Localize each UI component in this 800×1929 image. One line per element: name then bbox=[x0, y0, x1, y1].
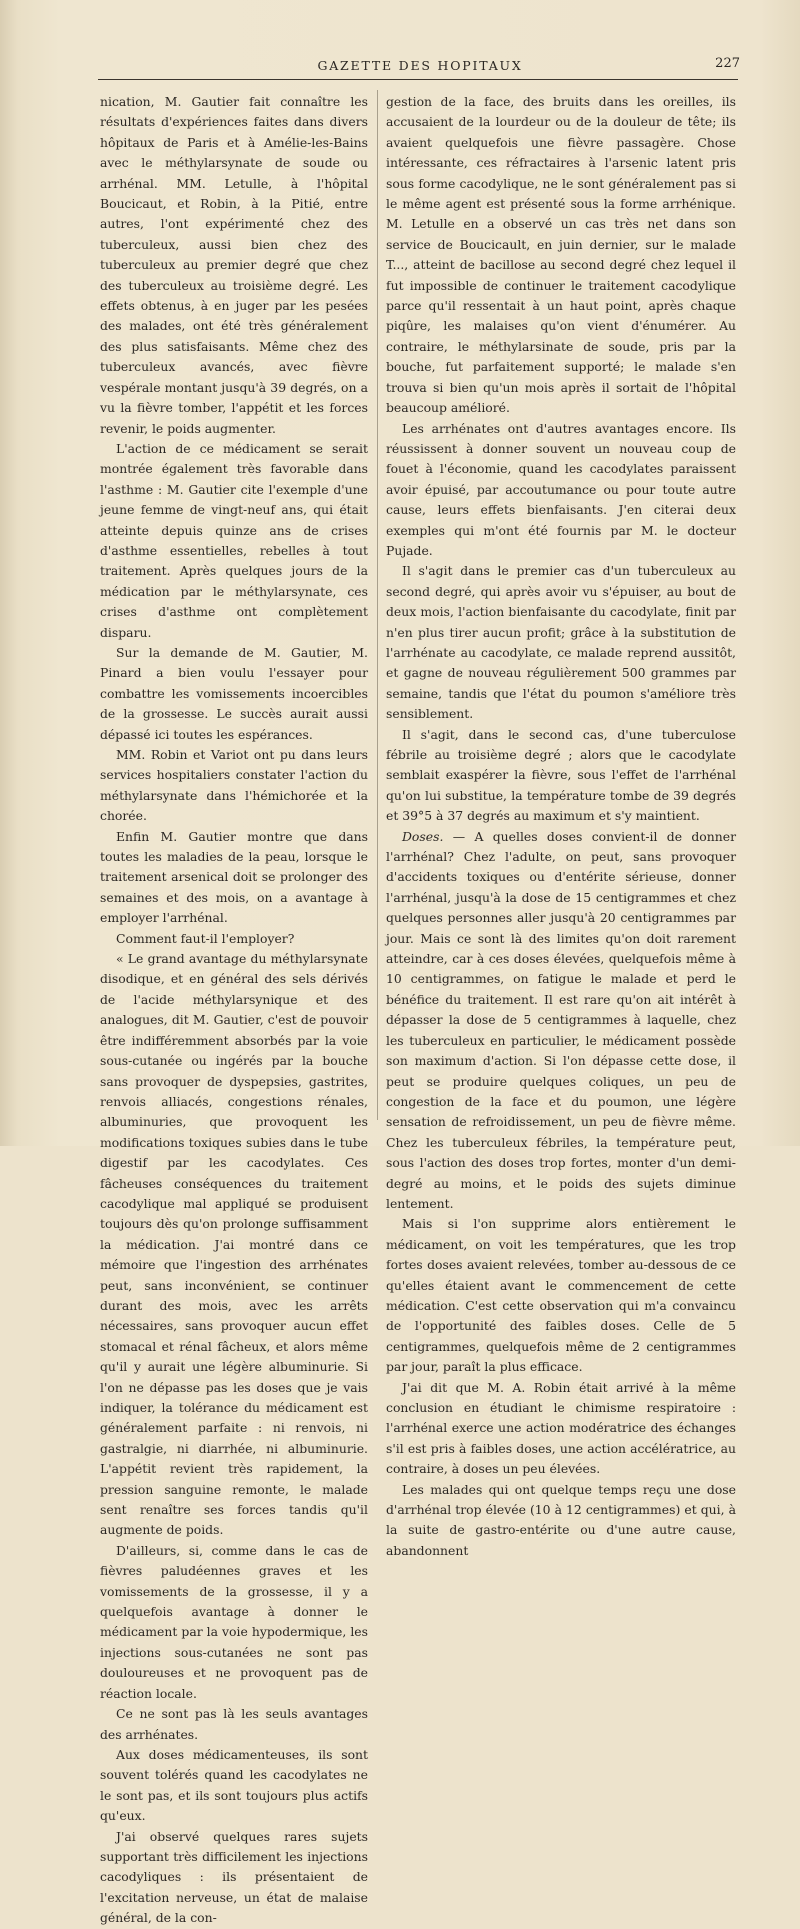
right-column bbox=[386, 92, 736, 1561]
paragraph: Comment faut-il l'employer? bbox=[116, 930, 295, 946]
section-lead: Doses. bbox=[402, 828, 444, 844]
paragraph: gestion de la face, des bruits dans les oreilles, ils accusaient de la lourdeur ou de la douleur de tête; ils avaient quelquefois une fièvre passagère. Chose intéressante, ces réfractaires à l'arsenic latent pris sous forme cacodylique, ne le sont généralement pas si le même agent est présenté sous la forme arrhénique. M. Letulle en a observé un cas très net dans son service de Boucicault, en juin dernier, sur le malade T..., atteint de bacillose au second degré chez lequel il fut impossible de continuer le traitement cacodylique parce qu'il ressentait à un haut point, après chaque piqûre, les malaises qu'on vient d'énumérer. Au contraire, le méthylarsinate de soude, pris par la bouche, fut parfaitement supporté; le malade s'en trouva si bien qu'un mois après il sortait de l'hôpital beaucoup amélioré. bbox=[386, 94, 736, 416]
paragraph: J'ai observé quelques rares sujets supportant très difficilement les injections cacodyliques : ils présentaient de l'excitation nerveuse, un état de malaise général, de la con- bbox=[100, 1828, 368, 1926]
paragraph: Aux doses médicamenteuses, ils sont souvent tolérés quand les cacodylates ne le sont pas, et ils sont toujours plus actifs qu'eux. bbox=[100, 1746, 368, 1824]
paragraph: « Le grand avantage du méthylarsynate disodique, et en général des sels dérivés de l'acide méthylarsynique et des analogues, dit M. Gautier, c'est de pouvoir être indifféremment absorbés par la voie sous-cutanée ou ingérés par la bouche sans provoquer de dyspepsies, gastrites, renvois alliacés, congestions rénales, albuminuries, que provoquent les modifications toxiques subies dans le tube digestif par les cacodylates. Ces fâcheuses conséquences du traitement cacodylique mal appliqué se produisent toujours dès qu'on prolonge suffisamment la médication. J'ai montré dans ce mémoire que l'ingestion des arrhénates peut, sans inconvénient, se continuer durant des mois, avec les arrêts nécessaires, sans provoquer aucun effet stomacal et rénal fâcheux, et alors même qu'il y aurait une légère albuminurie. Si l'on ne dépasse pas les doses que je vais indiquer, la tolérance du médicament est généralement parfaite : ni renvois, ni gastralgie, ni diarrhée, ni albuminurie. L'appétit revient très rapidement, la pression sanguine remonte, le malade sent renaître ses forces tandis qu'il augmente de poids. bbox=[100, 951, 368, 1538]
left-column bbox=[100, 92, 368, 1929]
doses-paragraph bbox=[386, 827, 736, 1215]
paragraph: Il s'agit, dans le second cas, d'une tuberculose fébrile au troisième degré ; alors que le cacodylate semblait exaspérer la fièvre, sous l'effet de l'arrhénal qu'on lui substitue, la température tombe de 39 degrés et 39°5 à 37 degrés au maximum et s'y maintient. bbox=[386, 726, 736, 824]
paragraph: nication, M. Gautier fait connaître les résultats d'expériences faites dans divers hôpitaux de Paris et à Amélie-les-Bains avec le méthylarsynate de soude ou arrhénal. MM. Letulle, à l'hôpital Boucicaut, et Robin, à la Pitié, entre autres, l'ont expérimenté chez des tuberculeux, aussi bien chez des tuberculeux au premier degré que chez des tuberculeux au troisième degré. Les effets obtenus, à en juger par les pesées des malades, ont été très généralement des plus satisfaisants. Même chez des tuberculeux avancés, avec fièvre vespérale montant jusqu'à 39 degrés, on a vu la fièvre tomber, l'appétit et les forces revenir, le poids augmenter. bbox=[100, 94, 368, 436]
paragraph: J'ai dit que M. A. Robin était arrivé à la même conclusion en étudiant le chimisme respiratoire : l'arrhénal exerce une action modératrice des échanges s'il est pris à faibles doses, une action accélératrice, au contraire, à doses un peu élevées. bbox=[386, 1379, 736, 1477]
paragraph: D'ailleurs, si, comme dans le cas de fièvres paludéennes graves et les vomissements de la grossesse, il y a quelquefois avantage à donner le médicament par la voie hypodermique, les injections sous-cutanées ne sont pas douloureuses et ne provoquent pas de réaction locale. bbox=[100, 1542, 368, 1701]
paragraph: Il s'agit dans le premier cas d'un tuberculeux au second degré, qui après avoir vu s'épuiser, au bout de deux mois, l'action bienfaisante du cacodylate, finit par n'en plus tirer aucun profit; grâce à la substitution de l'arrhénate au cacodylate, ce malade reprend aussitôt, et gagne de nouveau régulièrement 500 grammes par semaine, tandis que l'état du poumon s'améliore très sensiblement. bbox=[386, 563, 736, 722]
column-divider bbox=[377, 90, 378, 1120]
paragraph: Sur la demande de M. Gautier, M. Pinard a bien voulu l'essayer pour combattre les vomissements incoercibles de la grossesse. Le succès aurait aussi dépassé ici toutes les espérances. bbox=[100, 644, 368, 742]
paragraph: Les malades qui ont quelque temps reçu une dose d'arrhénal trop élevée (10 à 12 centigrammes) et qui, à la suite de gastro-entérite ou d'une autre cause, abandonnent bbox=[386, 1481, 736, 1558]
header-rule bbox=[98, 79, 738, 80]
paragraph: Mais si l'on supprime alors entièrement le médicament, on voit les températures, que les trop fortes doses avaient relevées, tomber au-dessous de ce qu'elles étaient avant le commencement de cette médication. C'est cette observation qui m'a convaincu de l'opportunité des faibles doses. Celle de 5 centigrammes, quelquefois même de 2 centigrammes par jour, paraît la plus efficace. bbox=[386, 1216, 736, 1375]
paragraph: MM. Robin et Variot ont pu dans leurs services hospitaliers constater l'action du méthylarsynate dans l'hémichorée et la chorée. bbox=[100, 747, 368, 824]
paragraph: Ce ne sont pas là les seuls avantages des arrhénates. bbox=[100, 1706, 368, 1742]
paragraph: L'action de ce médicament se serait montrée également très favorable dans l'asthme : M. Gautier cite l'exemple d'une jeune femme de vingt-neuf ans, qui était atteinte depuis quinze ans de crises d'asthme essentielles, rebelles à tout traitement. Après quelques jours de la médication par le méthylarsynate, ces crises d'asthme ont complètement disparu. bbox=[100, 440, 368, 640]
paragraph: Enfin M. Gautier montre que dans toutes les maladies de la peau, lorsque le traitement arsenical doit se prolonger des semaines et des mois, on a avantage à employer l'arrhénal. bbox=[100, 828, 368, 926]
page-header bbox=[100, 56, 740, 78]
running-title: GAZETTE DES HOPITAUX bbox=[317, 58, 523, 73]
paragraph-body: — A quelles doses convient-il de donner l'arrhénal? Chez l'adulte, on peut, sans provoquer d'accidents toxiques ou d'entérite sérieuse, donner l'arrhénal, jusqu'à la dose de 15 centigrammes et chez quelques personnes aller jusqu'à 20 centigrammes par jour. Mais ce sont là des limites qu'on doit rarement atteindre, car à ces doses élevées, quelquefois même à 10 centigrammes, on fatigue le malade et perd le bénéfice du traitement. Il est rare qu'on ait intérêt à dépasser la dose de 5 centigrammes à laquelle, chez les tuberculeux en particulier, le médicament possède son maximum d'action. Si l'on dépasse cette dose, il peut se produire quelques coliques, un peu de congestion de la face et du poumon, une légère sensation de refroidissement, un peu de fièvre même. Chez les tuberculeux fébriles, la température peut, sous l'action des doses trop fortes, monter d'un demi-degré au moins, et le poids des sujets diminue lentement. bbox=[386, 828, 736, 1211]
paragraph: Les arrhénates ont d'autres avantages encore. Ils réussissent à donner souvent un nouveau coup de fouet à l'économie, quand les cacodylates paraissent avoir épuisé, par accoutumance ou pour toute autre cause, leurs effets bienfaisants. J'en citerai deux exemples qui m'ont été fournis par M. le docteur Pujade. bbox=[386, 420, 736, 558]
page-number: 227 bbox=[715, 56, 740, 71]
